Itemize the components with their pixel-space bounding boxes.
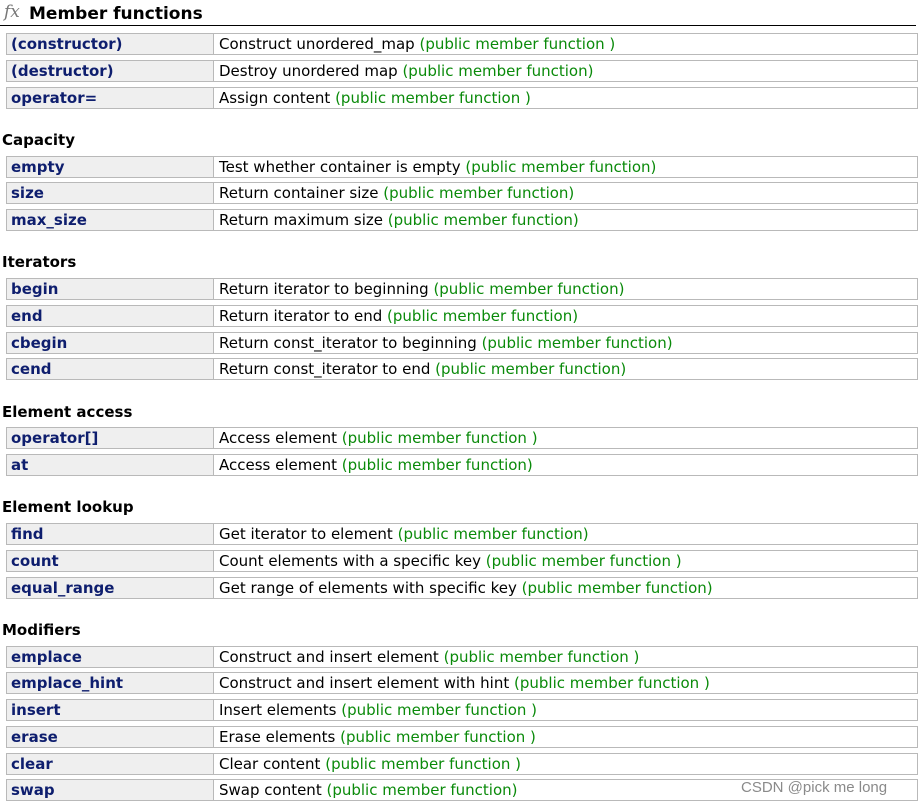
member-link[interactable]: emplace_hint	[7, 673, 214, 693]
member-link[interactable]: empty	[7, 157, 214, 177]
member-description: Test whether container is empty (public member function)	[219, 158, 657, 176]
header-title: Member functions	[29, 4, 203, 24]
member-link[interactable]: (destructor)	[7, 61, 214, 81]
member-description: Get iterator to element (public member function)	[219, 525, 589, 543]
member-link[interactable]: (constructor)	[7, 34, 214, 54]
member-description: Insert elements (public member function )	[219, 701, 538, 719]
member-link[interactable]: emplace	[7, 647, 214, 667]
table-row	[6, 33, 918, 55]
fx-icon: fx	[4, 2, 20, 22]
member-tag: (public member function )	[341, 429, 538, 447]
table-row	[6, 672, 918, 694]
table-row	[6, 87, 918, 109]
member-description: Assign content (public member function )	[219, 89, 531, 107]
member-tag: (public member function)	[397, 525, 589, 543]
member-description: Construct unordered_map (public member function )	[219, 35, 616, 53]
section-title-modifiers: Modifiers	[2, 621, 81, 639]
member-description: Construct and insert element with hint (public member function )	[219, 674, 710, 692]
member-link[interactable]: find	[7, 524, 214, 544]
member-tag: (public member function)	[402, 62, 594, 80]
table-row	[6, 427, 918, 449]
member-tag: (public member function )	[340, 728, 536, 746]
table-row	[6, 209, 918, 231]
member-description: Construct and insert element (public member function )	[219, 648, 640, 666]
member-description: Access element (public member function)	[219, 456, 533, 474]
member-tag: (public member function )	[335, 89, 531, 107]
member-link[interactable]: operator=	[7, 88, 214, 108]
table-row	[6, 726, 918, 748]
member-tag: (public member function)	[387, 307, 579, 325]
member-description: Access element (public member function )	[219, 429, 538, 447]
member-tag: (public member function)	[481, 334, 673, 352]
member-description: Return iterator to beginning (public member function)	[219, 280, 625, 298]
section-title-iterators: Iterators	[2, 253, 77, 271]
member-tag: (public member function)	[433, 280, 625, 298]
table-row	[6, 753, 918, 775]
table-row	[6, 577, 918, 599]
member-tag: (public member function)	[326, 781, 518, 799]
table-row	[6, 523, 918, 545]
member-link[interactable]: equal_range	[7, 578, 214, 598]
member-link[interactable]: at	[7, 455, 214, 475]
member-description: Destroy unordered map (public member function)	[219, 62, 594, 80]
member-tag: (public member function )	[514, 674, 710, 692]
member-link[interactable]: max_size	[7, 210, 214, 230]
section-title-capacity: Capacity	[2, 131, 75, 149]
member-link[interactable]: swap	[7, 780, 214, 800]
member-description: Erase elements (public member function )	[219, 728, 536, 746]
section-title-element-lookup: Element lookup	[2, 498, 134, 516]
member-tag: (public member function)	[383, 184, 575, 202]
member-description: Swap content (public member function)	[219, 781, 518, 799]
member-description: Return iterator to end (public member function)	[219, 307, 579, 325]
member-tag: (public member function )	[341, 701, 538, 719]
member-link[interactable]: erase	[7, 727, 214, 747]
member-description: Return const_iterator to end (public member function)	[219, 360, 627, 378]
table-row	[6, 60, 918, 82]
member-link[interactable]: operator[]	[7, 428, 214, 448]
member-link[interactable]: end	[7, 306, 214, 326]
member-link[interactable]: size	[7, 183, 214, 203]
member-functions-header	[0, 0, 916, 26]
table-row	[6, 182, 918, 204]
member-description: Get range of elements with specific key (public member function)	[219, 579, 713, 597]
section-title-element-access: Element access	[2, 403, 133, 421]
member-description: Return maximum size (public member function)	[219, 211, 579, 229]
table-row	[6, 550, 918, 572]
member-link[interactable]: count	[7, 551, 214, 571]
member-tag: (public member function )	[419, 35, 616, 53]
table-row	[6, 454, 918, 476]
table-row	[6, 305, 918, 327]
member-link[interactable]: begin	[7, 279, 214, 299]
member-tag: (public member function)	[521, 579, 713, 597]
member-link[interactable]: clear	[7, 754, 214, 774]
member-description: Return const_iterator to beginning (public member function)	[219, 334, 673, 352]
table-row	[6, 358, 918, 380]
table-row	[6, 646, 918, 668]
table-row	[6, 332, 918, 354]
table-row	[6, 278, 918, 300]
table-row	[6, 156, 918, 178]
member-tag: (public member function )	[443, 648, 640, 666]
member-link[interactable]: cbegin	[7, 333, 214, 353]
member-tag: (public member function )	[485, 552, 682, 570]
member-description: Return container size (public member function)	[219, 184, 575, 202]
watermark: CSDN @pick me long	[741, 779, 888, 796]
member-tag: (public member function )	[325, 755, 522, 773]
member-tag: (public member function)	[435, 360, 627, 378]
member-description: Clear content (public member function )	[219, 755, 522, 773]
member-tag: (public member function)	[465, 158, 657, 176]
table-row	[6, 699, 918, 721]
member-link[interactable]: cend	[7, 359, 214, 379]
member-tag: (public member function)	[387, 211, 579, 229]
member-link[interactable]: insert	[7, 700, 214, 720]
member-tag: (public member function)	[341, 456, 533, 474]
member-description: Count elements with a specific key (public member function )	[219, 552, 682, 570]
